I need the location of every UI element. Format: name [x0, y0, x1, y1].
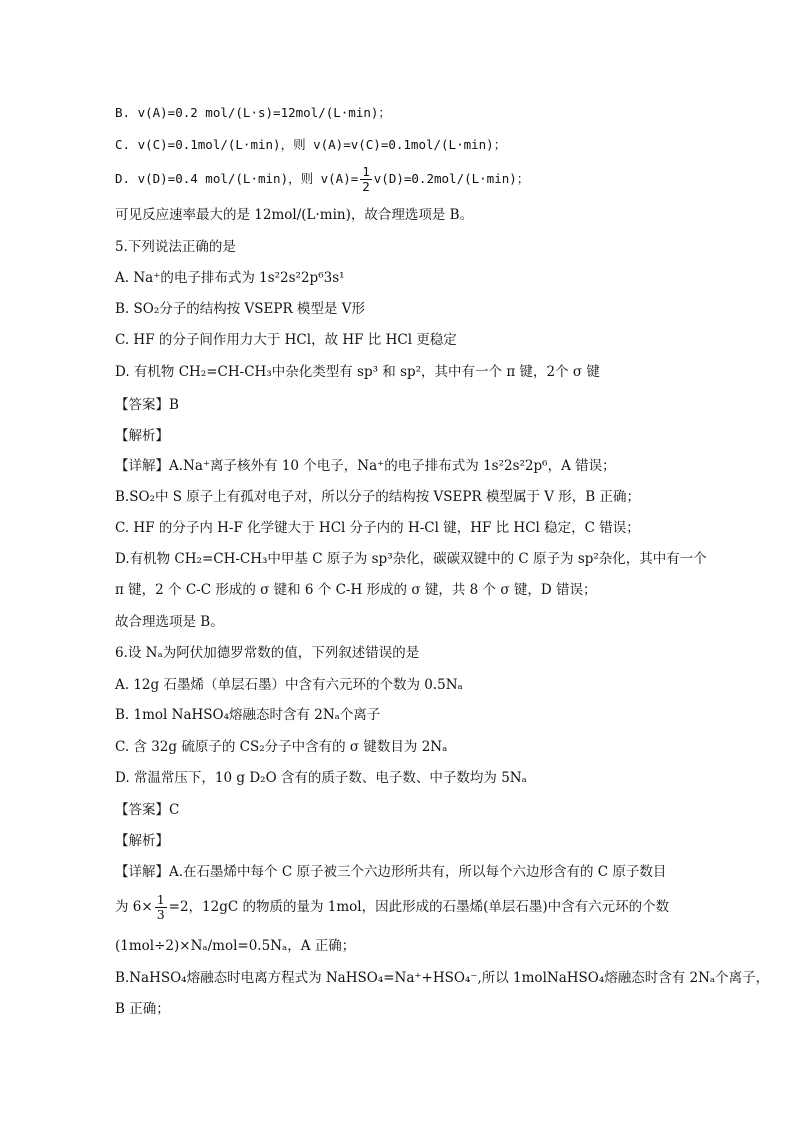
fraction-denominator: 2 — [362, 179, 370, 194]
detail-6-a-line2-end: =2，12gC 的物质的量为 1mol，因此形成的石墨烯(单层石墨)中含有六元环的个数 — [168, 899, 670, 915]
detail-5-d-line2: π 键，2 个 C-C 形成的 σ 键和 6 个 C-H 形成的 σ 键，共 8 个 σ 键，D 错误； — [115, 582, 597, 598]
detail-6-a-line3: (1mol÷2)×Nₐ/mol=0.5Nₐ，A 正确； — [115, 938, 356, 954]
fraction-numerator: 1 — [156, 892, 165, 907]
conclusion-4: 可见反应速率最大的是 12mol/(L·min)，故合理选项是 B。 — [115, 207, 474, 223]
question-5-option-b: B. SO₂分子的结构按 VSEPR 模型是 V形 — [115, 301, 365, 317]
line-d-rate-start: D. v(D)=0.4 mol/(L·min)，则 v(A)= — [115, 171, 359, 186]
line-d-rate-end: v(D)=0.2mol/(L·min)； — [373, 171, 530, 186]
answer-6: 【答案】C — [115, 802, 180, 818]
question-6-option-d: D. 常温常压下，10 g D₂O 含有的质子数、电子数、中子数均为 5Nₐ — [115, 770, 527, 786]
line-c-rate: C. v(C)=0.1mol/(L·min)，则 v(A)=v(C)=0.1mol/(L·min)； — [115, 137, 507, 152]
detail-5-conclusion: 故合理选项是 B。 — [115, 614, 224, 630]
detail-5-c: C. HF 的分子内 H-F 化学键大于 HCl 分子内的 H-Cl 键，HF 比 HCl 稳定，C 错误； — [115, 520, 640, 536]
question-5-stem: 5.下列说法正确的是 — [115, 239, 236, 255]
question-6-stem: 6.设 Nₐ为阿伏加德罗常数的值，下列叙述错误的是 — [115, 645, 420, 661]
line-d-rate — [115, 165, 529, 194]
detail-6-a-line1: 【详解】A.在石墨烯中每个 C 原子被三个六边形所共有，所以每个六边形含有的 C 原子数目 — [115, 864, 667, 880]
question-6-option-c: C. 含 32g 硫原子的 CS₂分子中含有的 σ 键数目为 2Nₐ — [115, 739, 448, 755]
analysis-6-heading: 【解析】 — [115, 833, 169, 849]
fraction-half — [360, 165, 372, 194]
question-6-option-b: B. 1mol NaHSO₄熔融态时含有 2Nₐ个离子 — [115, 707, 381, 723]
answer-5: 【答案】B — [115, 397, 179, 413]
question-5-option-a: A. Na⁺的电子排布式为 1s²2s²2p⁶3s¹ — [115, 270, 345, 286]
fraction-third — [155, 893, 167, 922]
question-5-option-c: C. HF 的分子间作用力大于 HCl，故 HF 比 HCl 更稳定 — [115, 332, 457, 348]
detail-5-d-line1: D.有机物 CH₂=CH-CH₃中甲基 C 原子为 sp³杂化，碳碳双键中的 C 原子为 sp²杂化，其中有一个 — [115, 551, 707, 567]
detail-6-a-line2 — [115, 893, 669, 922]
detail-6-b-line2: B 正确； — [115, 1001, 170, 1017]
detail-6-a-line2-start: 为 6× — [115, 899, 153, 915]
detail-5-a: 【详解】A.Na⁺离子核外有 10 个电子，Na⁺的电子排布式为 1s²2s²2p⁶，A 错误； — [115, 458, 616, 474]
line-b-rate: B. v(A)=0.2 mol/(L·s)=12mol/(L·min)； — [115, 105, 391, 120]
analysis-5-heading: 【解析】 — [115, 428, 169, 444]
fraction-denominator: 3 — [156, 907, 165, 922]
fraction-numerator: 1 — [362, 164, 370, 179]
question-5-option-d: D. 有机物 CH₂=CH-CH₃中杂化类型有 sp³ 和 sp²，其中有一个 π 键，2个 σ 键 — [115, 364, 600, 380]
question-6-option-a: A. 12g 石墨烯（单层石墨）中含有六元环的个数为 0.5Nₐ — [115, 677, 463, 693]
detail-6-b-line1: B.NaHSO₄熔融态时电离方程式为 NaHSO₄=Na⁺+HSO₄⁻,所以 1molNaHSO₄熔融态时含有 2Nₐ个离子， — [115, 970, 770, 986]
detail-5-b: B.SO₂中 S 原子上有孤对电子对，所以分子的结构按 VSEPR 模型属于 V 形，B 正确； — [115, 489, 640, 505]
